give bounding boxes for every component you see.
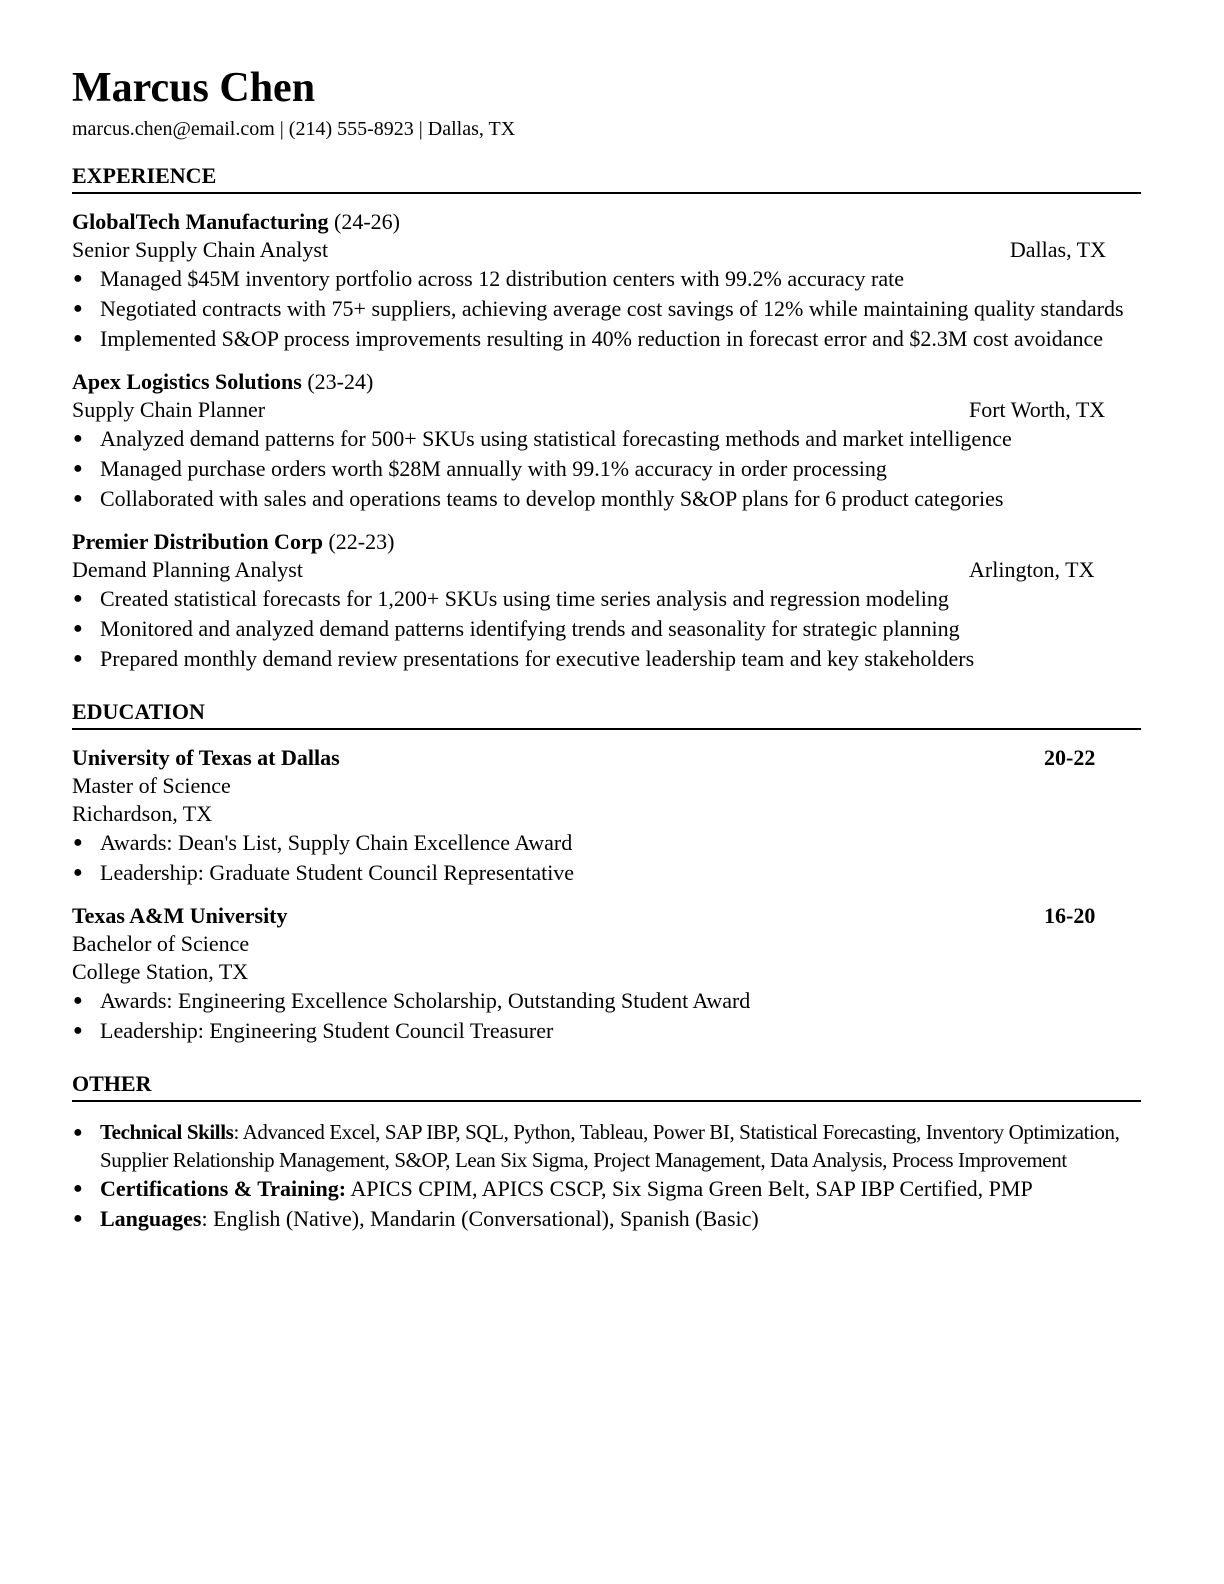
bullet-icon: ● (73, 650, 83, 667)
job-header (72, 208, 1141, 236)
bullet-icon: ● (73, 620, 83, 637)
company-name: Premier Distribution Corp (72, 529, 323, 554)
bullet-icon: ● (73, 1180, 83, 1197)
school-header (72, 902, 1141, 930)
languages-item: ● Languages: English (Native), Mandarin (Conversational), Spanish (Basic) (72, 1204, 1141, 1234)
bullet-item: ● Implemented S&OP process improvements resulting in 40% reduction in forecast error and $2.3M cost avoidance (72, 324, 1141, 354)
certifications-item (72, 1174, 1141, 1204)
languages-label: Languages (100, 1206, 202, 1231)
education-heading: EDUCATION (72, 698, 1141, 730)
job-years: (23-24) (307, 369, 374, 394)
bullet-item: ● Leadership: Graduate Student Council Representative (72, 858, 1141, 888)
education-entry (72, 744, 1141, 888)
bullet-item: ● Created statistical forecasts for 1,200+ SKUs using time series analysis and regression modeling (72, 584, 1141, 614)
skills-item: ● Technical Skills: Advanced Excel, SAP IBP, SQL, Python, Tableau, Power BI, Statistical Forecasting, Inventory Optimization, Supplier Relationship Management, S&OP, Lean Six Sigma, Project Management, Data Analysis, Process Improvement (73, 1120, 1120, 1172)
skills-label: Technical Skills (100, 1120, 234, 1144)
bullet-item: ● Analyzed demand patterns for 500+ SKUs using statistical forecasting methods and market intelligence (72, 424, 1141, 454)
job-bullets (72, 264, 1141, 354)
job-years: (22-23) (328, 529, 395, 554)
certifications-label: Certifications & Training: (100, 1176, 347, 1201)
bullet-icon: ● (73, 590, 83, 607)
other-list (72, 1118, 1141, 1234)
company-name: GlobalTech Manufacturing (72, 209, 329, 234)
candidate-name: Marcus Chen (72, 65, 316, 111)
bullet-item: ● Leadership: Engineering Student Council Treasurer (72, 1016, 1141, 1046)
job-role-row (72, 556, 1141, 584)
school-bullets (72, 828, 1141, 888)
bullet-item: ● Monitored and analyzed demand patterns identifying trends and seasonality for strategic planning (72, 614, 1141, 644)
school-name: University of Texas at Dallas (72, 745, 340, 770)
job-location: Arlington, TX (969, 557, 1095, 582)
school-years: 16-20 (1044, 903, 1096, 928)
school-name: Texas A&M University (72, 903, 288, 928)
bullet-icon: ● (73, 300, 83, 317)
school-location: Richardson, TX (72, 801, 213, 826)
bullet-icon: ● (73, 460, 83, 477)
bullet-item: ● Awards: Dean's List, Supply Chain Excellence Award (72, 828, 1141, 858)
bullet-icon: ● (73, 490, 83, 507)
job-entry (72, 528, 1141, 674)
job-location: Fort Worth, TX (969, 397, 1106, 422)
school-years: 20-22 (1044, 745, 1096, 770)
bullet-item: ● Managed $45M inventory portfolio across 12 distribution centers with 99.2% accuracy rate (72, 264, 1141, 294)
languages-text: English (Native), Mandarin (Conversational), Spanish (Basic) (207, 1206, 759, 1231)
bullet-icon: ● (73, 992, 83, 1009)
bullet-icon: ● (73, 834, 83, 851)
job-years: (24-26) (334, 209, 400, 234)
bullet-icon: ● (73, 430, 83, 447)
job-header (72, 528, 1141, 556)
bullet-item: ● Prepared monthly demand review presentations for executive leadership team and key stakeholders (72, 644, 1141, 674)
job-entry (72, 368, 1141, 514)
bullet-item: ● Negotiated contracts with 75+ suppliers, achieving average cost savings of 12% while maintaining quality standards (72, 294, 1141, 324)
job-role-row (72, 236, 1141, 264)
job-bullets (72, 584, 1141, 674)
job-bullets (72, 424, 1141, 514)
education-entry (72, 902, 1141, 1046)
bullet-icon: ● (73, 1210, 83, 1227)
skills-text: Advanced Excel, SAP IBP, SQL, Python, Tableau, Power BI, Statistical Forecasting, Inventory Optimization, Supplier Relationship Management, S&OP, Lean Six Sigma, Project Management, Data Analysis, Process Improvement (100, 1120, 1120, 1172)
bullet-item: ● Awards: Engineering Excellence Scholarship, Outstanding Student Award (72, 986, 1141, 1016)
resume-page (72, 60, 1141, 1234)
bullet-icon: ● (73, 330, 83, 347)
degree: Bachelor of Science (72, 931, 250, 956)
job-role: Demand Planning Analyst (72, 557, 303, 582)
bullet-icon: ● (73, 270, 83, 287)
bullet-item: ● Managed purchase orders worth $28M annually with 99.1% accuracy in order processing (72, 454, 1141, 484)
other-heading: OTHER (72, 1070, 1141, 1102)
bullet-icon: ● (73, 1124, 83, 1141)
school-location: College Station, TX (72, 959, 249, 984)
school-bullets (72, 986, 1141, 1046)
job-role: Senior Supply Chain Analyst (72, 237, 329, 262)
experience-heading: EXPERIENCE (72, 162, 1141, 194)
certifications-text: APICS CPIM, APICS CSCP, Six Sigma Green Belt, SAP IBP Certified, PMP (346, 1176, 1033, 1201)
job-role: Supply Chain Planner (72, 397, 266, 422)
bullet-item: ● Collaborated with sales and operations teams to develop monthly S&OP plans for 6 product categories (72, 484, 1141, 514)
company-name: Apex Logistics Solutions (72, 369, 302, 394)
bullet-icon: ● (73, 1022, 83, 1039)
bullet-icon: ● (73, 864, 83, 881)
school-header (72, 744, 1141, 772)
job-location: Dallas, TX (1009, 237, 1106, 262)
contact-line: marcus.chen@email.com | (214) 555-8923 | Dallas, TX (72, 118, 516, 140)
degree: Master of Science (72, 773, 231, 798)
job-entry (72, 208, 1141, 354)
job-role-row (72, 396, 1141, 424)
job-header (72, 368, 1141, 396)
